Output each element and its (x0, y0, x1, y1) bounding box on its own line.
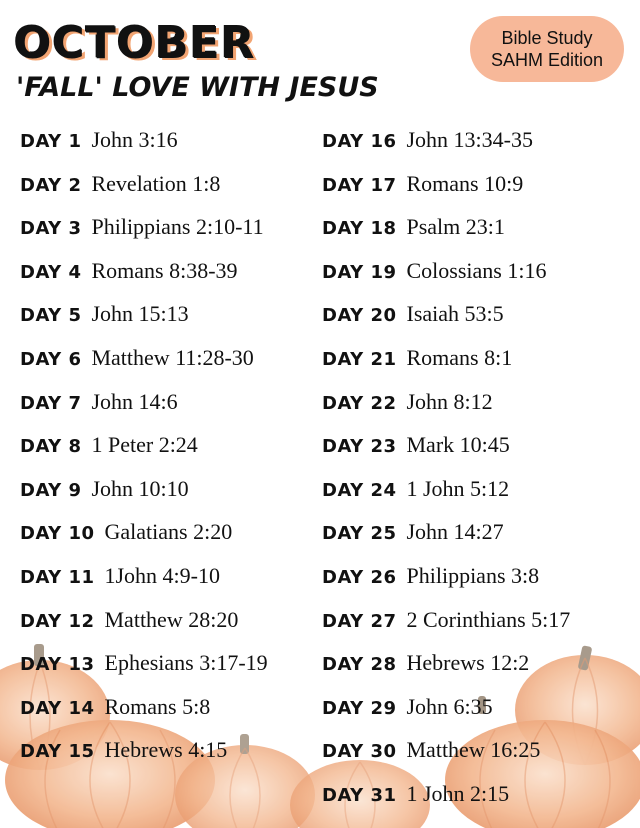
day-label: DAY 14 (20, 698, 95, 719)
badge-line-1: Bible Study (501, 28, 593, 48)
day-label: DAY 27 (322, 611, 397, 632)
reading-row (322, 389, 493, 415)
day-label: DAY 18 (322, 218, 397, 239)
reading-row (20, 650, 268, 676)
verse-reference: Psalm 23:1 (406, 214, 505, 239)
reading-row (322, 607, 570, 633)
day-label: DAY 8 (20, 436, 82, 457)
day-label: DAY 19 (322, 262, 397, 283)
day-label: DAY 7 (20, 393, 82, 414)
day-label: DAY 5 (20, 305, 82, 326)
reading-row (20, 301, 189, 327)
reading-row (20, 563, 220, 589)
reading-row (20, 432, 198, 458)
verse-reference: Hebrews 4:15 (104, 737, 228, 762)
reading-row (20, 171, 220, 197)
reading-row (322, 781, 509, 807)
page-subtitle: 'FALL' LOVE WITH JESUS (16, 72, 379, 103)
verse-reference: John 6:35 (406, 694, 493, 719)
verse-reference: Romans 10:9 (406, 171, 524, 196)
day-label: DAY 26 (322, 567, 397, 588)
day-label: DAY 9 (20, 480, 82, 501)
reading-row (322, 127, 533, 153)
day-label: DAY 25 (322, 523, 397, 544)
day-label: DAY 21 (322, 349, 397, 370)
reading-row (20, 607, 238, 633)
reading-row (20, 737, 227, 763)
reading-row (20, 345, 254, 371)
reading-row (20, 214, 264, 240)
verse-reference: John 10:10 (91, 476, 189, 501)
verse-reference: John 13:34-35 (406, 127, 533, 152)
verse-reference: 1 John 2:15 (406, 781, 510, 806)
day-label: DAY 15 (20, 741, 95, 762)
verse-reference: John 15:13 (91, 301, 189, 326)
day-label: DAY 22 (322, 393, 397, 414)
day-label: DAY 11 (20, 567, 95, 588)
day-label: DAY 13 (20, 654, 95, 675)
reading-row (20, 519, 232, 545)
verse-reference: Matthew 16:25 (406, 737, 541, 762)
day-label: DAY 20 (322, 305, 397, 326)
day-label: DAY 23 (322, 436, 397, 457)
day-label: DAY 1 (20, 131, 82, 152)
reading-row (322, 432, 510, 458)
verse-reference: Mark 10:45 (406, 432, 510, 457)
day-label: DAY 3 (20, 218, 82, 239)
day-label: DAY 29 (322, 698, 397, 719)
verse-reference: Hebrews 12:2 (406, 650, 530, 675)
edition-badge (470, 16, 624, 82)
verse-reference: Romans 8:1 (406, 345, 513, 370)
reading-row (322, 214, 505, 240)
day-label: DAY 24 (322, 480, 397, 501)
verse-reference: Revelation 1:8 (91, 171, 221, 196)
day-label: DAY 17 (322, 175, 397, 196)
reading-row (322, 345, 512, 371)
reading-row (20, 476, 189, 502)
reading-row (322, 301, 504, 327)
verse-reference: John 14:27 (406, 519, 504, 544)
day-label: DAY 28 (322, 654, 397, 675)
day-label: DAY 30 (322, 741, 397, 762)
reading-row (20, 258, 238, 284)
reading-row (322, 519, 504, 545)
verse-reference: 1 Peter 2:24 (91, 432, 198, 457)
badge-line-2: SAHM Edition (490, 50, 604, 70)
verse-reference: 1John 4:9-10 (104, 563, 220, 588)
verse-reference: Romans 8:38-39 (91, 258, 238, 283)
reading-row (322, 737, 540, 763)
verse-reference: 2 Corinthians 5:17 (406, 607, 571, 632)
verse-reference: Ephesians 3:17-19 (104, 650, 268, 675)
reading-row (322, 476, 509, 502)
verse-reference: Galatians 2:20 (104, 519, 233, 544)
day-label: DAY 6 (20, 349, 82, 370)
verse-reference: Isaiah 53:5 (406, 301, 504, 326)
verse-reference: John 14:6 (91, 389, 178, 414)
reading-row (322, 563, 539, 589)
verse-reference: Matthew 28:20 (104, 607, 239, 632)
verse-reference: John 8:12 (406, 389, 493, 414)
reading-row (322, 171, 523, 197)
day-label: DAY 16 (322, 131, 397, 152)
day-label: DAY 31 (322, 785, 397, 806)
reading-row (20, 694, 210, 720)
verse-reference: Matthew 11:28-30 (91, 345, 254, 370)
day-label: DAY 4 (20, 262, 82, 283)
reading-row (20, 389, 178, 415)
reading-row (322, 650, 529, 676)
day-label: DAY 12 (20, 611, 95, 632)
verse-reference: Philippians 3:8 (406, 563, 540, 588)
day-label: DAY 2 (20, 175, 82, 196)
verse-reference: Colossians 1:16 (406, 258, 547, 283)
reading-row (322, 694, 493, 720)
verse-reference: 1 John 5:12 (406, 476, 510, 501)
verse-reference: John 3:16 (91, 127, 178, 152)
page-title: OCTOBER (14, 18, 256, 69)
reading-row (322, 258, 546, 284)
reading-row (20, 127, 178, 153)
verse-reference: Philippians 2:10-11 (91, 214, 264, 239)
verse-reference: Romans 5:8 (104, 694, 211, 719)
day-label: DAY 10 (20, 523, 95, 544)
